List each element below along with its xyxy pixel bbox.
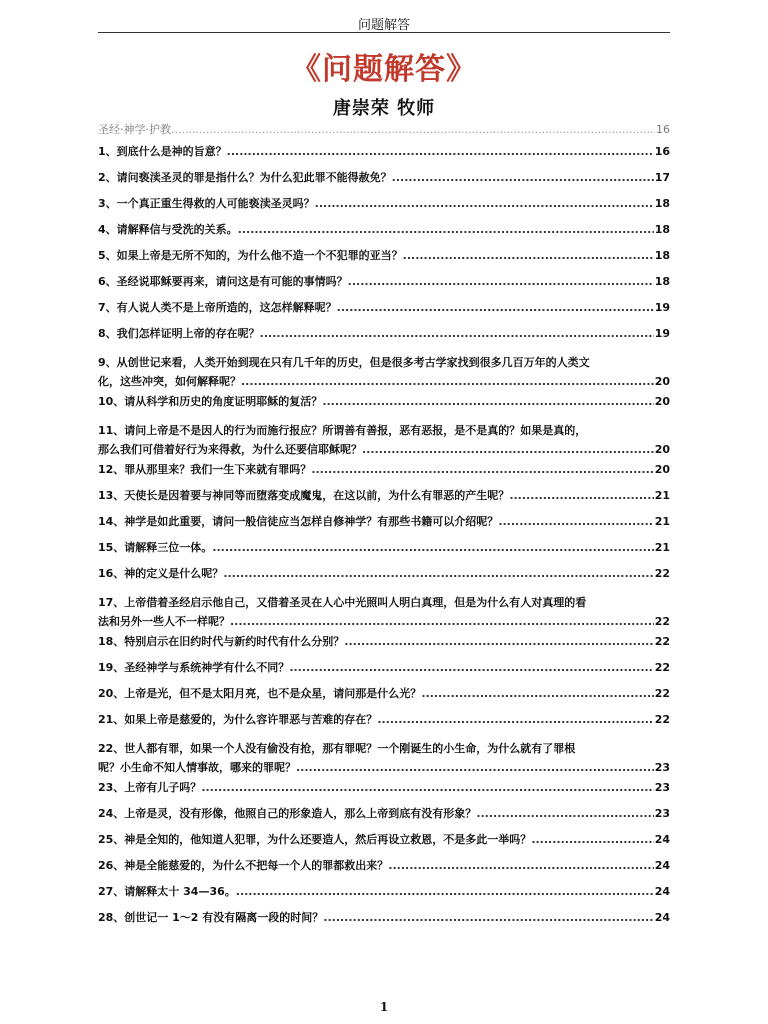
toc-entry-label: 10、请从科学和历史的角度证明耶稣的复活？ bbox=[98, 395, 323, 408]
author-line: 唐崇荣 牧师 bbox=[332, 98, 436, 119]
toc-entry-page: 17 bbox=[654, 171, 670, 184]
running-header: 问题解答 bbox=[357, 18, 410, 33]
toc-entry-row bbox=[98, 832, 670, 847]
toc-entry-page: 21 bbox=[654, 489, 670, 502]
toc-entry-label: 3、一个真正重生得救的人可能亵渎圣灵吗？ bbox=[98, 197, 315, 210]
toc-entry-row bbox=[98, 488, 670, 503]
toc-entry-label: 19、圣经神学与系统神学有什么不同？ bbox=[98, 661, 290, 674]
toc-entry[interactable] bbox=[98, 858, 670, 873]
toc-entry-page: 22 bbox=[654, 687, 670, 700]
toc-entry-page: 23 bbox=[654, 781, 670, 794]
toc-entry-label: 那么我们可借着好行为来得救，为什么还要信耶稣呢？ bbox=[98, 443, 362, 456]
toc-entry-label: 28、创世记一 1～2 有没有隔离一段的时间？ bbox=[98, 911, 324, 924]
toc-leader-dots bbox=[377, 712, 653, 727]
toc-entry-row bbox=[98, 566, 670, 581]
toc-entry-row bbox=[98, 196, 670, 211]
toc-entry-row bbox=[98, 614, 670, 629]
toc-entry[interactable] bbox=[98, 566, 670, 581]
toc-leader-dots bbox=[388, 858, 653, 873]
toc-entry-label: 15、请解释三位一体。 bbox=[98, 541, 213, 554]
toc-entry-label: 24、上帝是灵，没有形像，他照自己的形象造人，那么上帝到底有没有形象？ bbox=[98, 807, 477, 820]
toc-leader-dots bbox=[323, 910, 653, 925]
toc-section-heading[interactable] bbox=[98, 122, 670, 137]
toc-entry[interactable] bbox=[98, 660, 670, 675]
toc-leader-dots bbox=[498, 514, 653, 529]
toc-entry[interactable] bbox=[98, 832, 670, 847]
toc-entry[interactable] bbox=[98, 274, 670, 289]
toc-entry-label: 1、到底什么是神的旨意？ bbox=[98, 145, 227, 158]
toc-entry-label: 化，这些冲突，如何解释呢？ bbox=[98, 375, 241, 388]
toc-entry-label: 23、上帝有儿子吗？ bbox=[98, 781, 202, 794]
toc-entry-page: 18 bbox=[654, 197, 670, 210]
toc-entry-label-line1: 22、世人都有罪，如果一个人没有偷没有抢，那有罪呢？一个刚诞生的小生命，为什么就有了罪根 bbox=[98, 742, 576, 755]
toc-entry-label: 4、请解释信与受洗的关系。 bbox=[98, 223, 238, 236]
toc-entry-label: 6、圣经说耶稣要再来，请问这是有可能的事情吗？ bbox=[98, 275, 348, 288]
toc-entry-row bbox=[98, 660, 670, 675]
toc-entry-label: 21、如果上帝是慈爱的，为什么容许罪恶与苦难的存在？ bbox=[98, 713, 378, 726]
toc-leader-dots bbox=[348, 274, 654, 289]
toc-entry-label: 7、有人说人类不是上帝所造的，这怎样解释呢？ bbox=[98, 301, 337, 314]
toc-entry-label-line1: 11、请问上帝是不是因人的行为而施行报应？所谓善有善报，恶有恶报，是不是真的？如果是真的， bbox=[98, 424, 587, 437]
toc-leader-dots bbox=[289, 660, 653, 675]
toc-entry-label: 16、神的定义是什么呢？ bbox=[98, 567, 224, 580]
header-rule bbox=[98, 32, 670, 33]
toc-entry-page: 21 bbox=[654, 515, 670, 528]
toc-entry[interactable] bbox=[98, 196, 670, 211]
toc-entry-label: 13、天使长是因着要与神同等而堕落变成魔鬼，在这以前，为什么有罪恶的产生呢？ bbox=[98, 489, 510, 502]
toc-entry-label: 5、如果上帝是无所不知的，为什么他不造一个不犯罪的亚当？ bbox=[98, 249, 403, 262]
toc-leader-dots bbox=[509, 488, 653, 503]
toc-entry-row bbox=[98, 374, 670, 389]
toc-entry[interactable] bbox=[98, 222, 670, 237]
toc-entry-row bbox=[98, 634, 670, 649]
toc-entry[interactable] bbox=[98, 420, 670, 457]
toc-entry-label: 18、特别启示在旧约时代与新约时代有什么分别？ bbox=[98, 635, 345, 648]
toc-entry[interactable] bbox=[98, 514, 670, 529]
toc-entry-row bbox=[98, 144, 670, 159]
toc-entry-row bbox=[98, 514, 670, 529]
toc-leader-dots bbox=[230, 614, 654, 629]
toc-leader-dots bbox=[362, 442, 654, 457]
toc-entry[interactable] bbox=[98, 144, 670, 159]
toc-entry-page: 22 bbox=[654, 615, 670, 628]
toc-entry-page: 23 bbox=[654, 761, 670, 774]
toc-entry-row bbox=[98, 760, 670, 775]
toc-entry-label: 2、请问亵渎圣灵的罪是指什么？为什么犯此罪不能得赦免？ bbox=[98, 171, 392, 184]
toc-entry-row bbox=[98, 712, 670, 727]
toc-entry-page: 18 bbox=[654, 275, 670, 288]
toc-entry-label: 12、罪从那里来？我们一生下来就有罪吗？ bbox=[98, 463, 312, 476]
toc-entry[interactable] bbox=[98, 634, 670, 649]
toc-entry-page: 20 bbox=[654, 395, 670, 408]
toc-entry-page: 20 bbox=[654, 443, 670, 456]
toc-entry-page: 22 bbox=[654, 567, 670, 580]
toc-leader-dots bbox=[531, 832, 653, 847]
toc-entry-label: 20、上帝是光，但不是太阳月亮，也不是众星，请问那是什么光？ bbox=[98, 687, 422, 700]
toc-entry-row bbox=[98, 910, 670, 925]
table-of-contents bbox=[98, 122, 670, 936]
toc-leader-dots bbox=[212, 540, 653, 555]
toc-entry-label: 27、请解释太十 34—36。 bbox=[98, 885, 236, 898]
toc-leader-dots bbox=[238, 222, 654, 237]
document-title: 《问题解答》 bbox=[291, 52, 477, 87]
toc-entry-row bbox=[98, 300, 670, 315]
toc-leader-dots bbox=[403, 248, 654, 263]
toc-entry-page: 22 bbox=[654, 635, 670, 648]
toc-section-page: 16 bbox=[656, 123, 670, 136]
toc-leader-dots bbox=[201, 780, 653, 795]
toc-leader-dots bbox=[296, 760, 654, 775]
toc-entry[interactable] bbox=[98, 540, 670, 555]
toc-entry-page: 21 bbox=[654, 541, 670, 554]
page-number: 1 bbox=[379, 1000, 389, 1014]
toc-entry-row bbox=[98, 540, 670, 555]
toc-leader-dots bbox=[260, 326, 654, 341]
toc-entry-row bbox=[98, 780, 670, 795]
toc-entry[interactable] bbox=[98, 686, 670, 701]
toc-leader-dots bbox=[337, 300, 654, 315]
toc-leader-dots bbox=[236, 884, 654, 899]
toc-entry[interactable] bbox=[98, 488, 670, 503]
toc-entry-row bbox=[98, 170, 670, 185]
toc-leader-dots bbox=[392, 170, 654, 185]
toc-entry[interactable] bbox=[98, 712, 670, 727]
toc-entry[interactable] bbox=[98, 326, 670, 341]
toc-entry[interactable] bbox=[98, 352, 670, 389]
toc-entry-row bbox=[98, 248, 670, 263]
toc-entry-page: 22 bbox=[654, 713, 670, 726]
toc-leader-dots bbox=[223, 566, 653, 581]
toc-entry[interactable] bbox=[98, 738, 670, 775]
toc-entry-label: 25、神是全知的，他知道人犯罪，为什么还要造人，然后再设立救恩，不是多此一举吗？ bbox=[98, 833, 532, 846]
toc-entry-label: 法和另外一些人不一样呢？ bbox=[98, 615, 230, 628]
toc-entry-row bbox=[98, 858, 670, 873]
toc-entry[interactable] bbox=[98, 170, 670, 185]
toc-section-label: 圣经·神学·护教 bbox=[98, 123, 171, 136]
toc-entry[interactable] bbox=[98, 806, 670, 821]
toc-entry-row bbox=[98, 274, 670, 289]
toc-entry-row bbox=[98, 394, 670, 409]
toc-leader-dots bbox=[322, 394, 653, 409]
toc-entry-label: 14、神学是如此重要，请问一般信徒应当怎样自修神学？有那些书籍可以介绍呢？ bbox=[98, 515, 499, 528]
toc-leader-dots bbox=[171, 122, 655, 137]
toc-entry-page: 16 bbox=[654, 145, 670, 158]
toc-entry-page: 23 bbox=[654, 807, 670, 820]
toc-entry-row bbox=[98, 806, 670, 821]
toc-entry-page: 24 bbox=[654, 911, 670, 924]
toc-entry-page: 24 bbox=[654, 859, 670, 872]
toc-entry[interactable] bbox=[98, 910, 670, 925]
toc-entry-label: 26、神是全能慈爱的，为什么不把每一个人的罪都救出来？ bbox=[98, 859, 389, 872]
toc-leader-dots bbox=[421, 686, 653, 701]
toc-entry-label: 呢？小生命不知人情事故，哪来的罪呢？ bbox=[98, 761, 296, 774]
toc-entry[interactable] bbox=[98, 780, 670, 795]
toc-entry-row bbox=[98, 326, 670, 341]
toc-entry-row bbox=[98, 884, 670, 899]
toc-entry-row bbox=[98, 442, 670, 457]
toc-entry-label-line1: 17、上帝借着圣经启示他自己，又借着圣灵在人心中光照叫人明白真理，但是为什么有人对真理的看 bbox=[98, 596, 587, 609]
toc-entry-page: 20 bbox=[654, 463, 670, 476]
toc-entry-page: 19 bbox=[654, 301, 670, 314]
toc-entry-page: 24 bbox=[654, 885, 670, 898]
toc-leader-dots bbox=[227, 144, 654, 159]
toc-entry-page: 20 bbox=[654, 375, 670, 388]
toc-entry[interactable] bbox=[98, 394, 670, 409]
toc-entry-page: 18 bbox=[654, 223, 670, 236]
toc-entry[interactable] bbox=[98, 462, 670, 477]
toc-entry-row bbox=[98, 462, 670, 477]
toc-leader-dots bbox=[344, 634, 653, 649]
toc-entry-row bbox=[98, 222, 670, 237]
toc-entry-page: 18 bbox=[654, 249, 670, 262]
toc-entry-label-line1: 9、从创世记来看，人类开始到现在只有几千年的历史，但是很多考古学家找到很多几百万年的人类文 bbox=[98, 356, 590, 369]
toc-entry-page: 24 bbox=[654, 833, 670, 846]
toc-entry-page: 22 bbox=[654, 661, 670, 674]
toc-leader-dots bbox=[241, 374, 654, 389]
toc-entry-row bbox=[98, 686, 670, 701]
toc-entry-label: 8、我们怎样证明上帝的存在呢？ bbox=[98, 327, 260, 340]
toc-entry-page: 19 bbox=[654, 327, 670, 340]
toc-leader-dots bbox=[311, 462, 653, 477]
toc-entry[interactable] bbox=[98, 884, 670, 899]
toc-entry[interactable] bbox=[98, 248, 670, 263]
toc-leader-dots bbox=[315, 196, 654, 211]
toc-entry[interactable] bbox=[98, 300, 670, 315]
toc-entry[interactable] bbox=[98, 592, 670, 629]
toc-leader-dots bbox=[476, 806, 653, 821]
